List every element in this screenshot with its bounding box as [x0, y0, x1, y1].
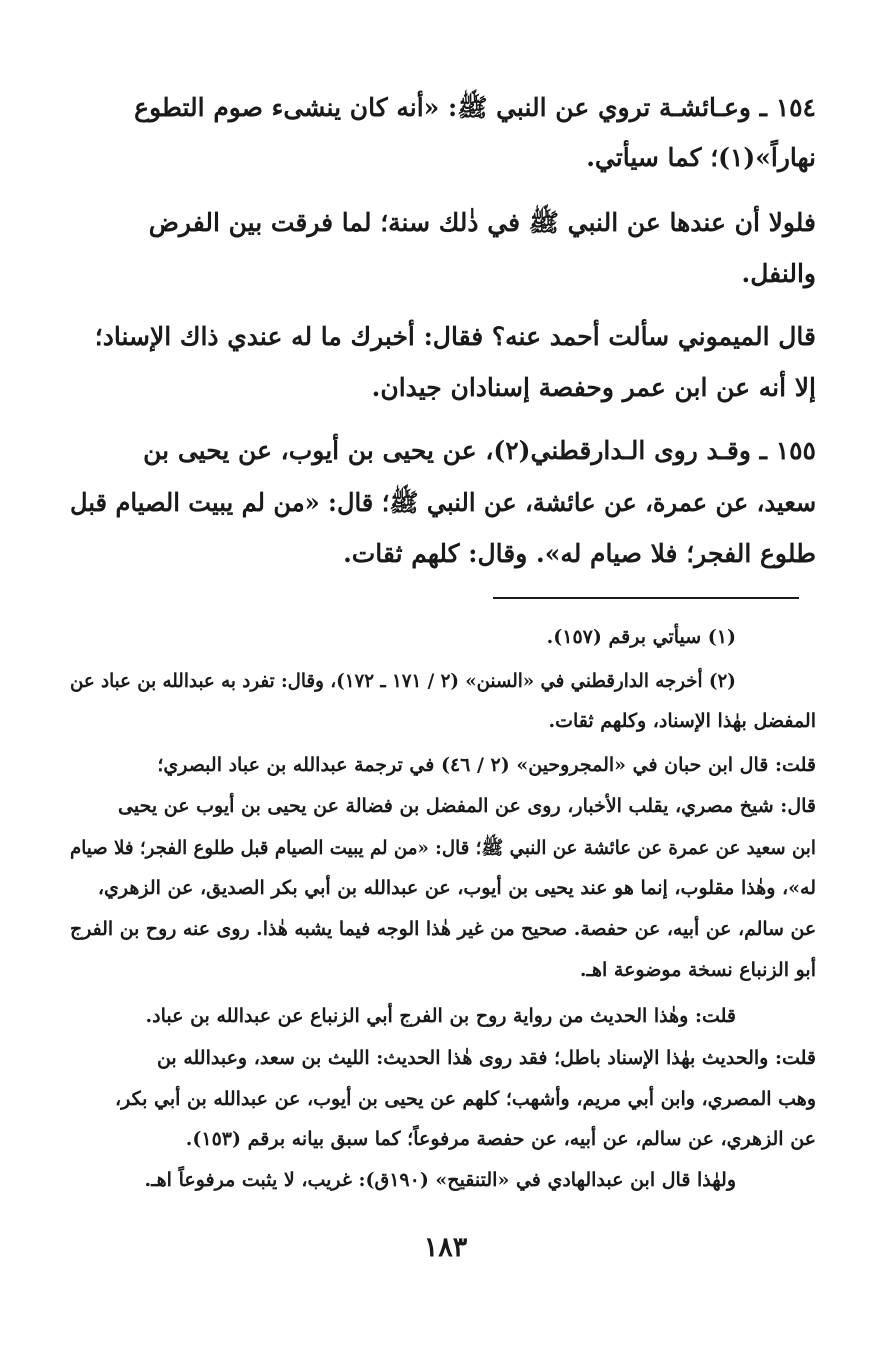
footnote-line-7: له»، وهٰذا مقلوب، إنما هو عند يحيى بن أيوب، عن عبدالله بن أبي بكر الصديق، عن الزهري،	[97, 877, 816, 899]
footnote-line-1: (١) سيأتي برقم (١٥٧).	[546, 626, 736, 648]
page-number: ١٨٣	[423, 1232, 468, 1263]
footnote-line-12: وهب المصري، وابن أبي مريم، وأشهب؛ كلهم عن يحيى بن أيوب، عن عبدالله بن أبي بكر،	[114, 1088, 816, 1110]
footnote-separator	[493, 597, 799, 599]
main-line-7: ١٥٥ ـ وقـد روى الـدارقطني(٢)، عن يحيى بن أيوب، عن يحيى بن	[143, 436, 816, 465]
main-line-6: إلا أنه عن ابن عمر وحفصة إسنادان جيدان.	[371, 373, 816, 402]
main-line-2: نهاراً»(١)؛ كما سيأتي.	[586, 143, 816, 172]
footnote-line-9: أبو الزنباع نسخة موضوعة اهـ.	[579, 959, 816, 981]
main-line-4: والنفل.	[741, 259, 816, 288]
footnote-line-10: قلت: وهٰذا الحديث من رواية روح بن الفرج أبي الزنباع عن عبدالله بن عباد.	[145, 1005, 736, 1027]
main-line-5: قال الميموني سألت أحمد عنه؟ فقال: أخبرك ما له عندي ذاك الإسناد؛	[94, 322, 816, 351]
main-line-8: سعيد، عن عمرة، عن عائشة، عن النبي ﷺ؛ قال: «من لم يبيت الصيام قبل	[69, 488, 816, 517]
footnote-line-4: قلت: قال ابن حبان في «المجروحين» (٢ / ٤٦) في ترجمة عبدالله بن عباد البصري؛	[157, 754, 816, 776]
footnote-line-2: (٢) أخرجه الدارقطني في «السنن» (٢ / ١٧١ ـ ١٧٢)، وقال: تفرد به عبدالله بن عباد عن	[70, 670, 736, 692]
footnote-line-14: ولهٰذا قال ابن عبدالهادي في «التنقيح» (١٩٠ق): غريب، لا يثبت مرفوعاً اهـ.	[144, 1169, 736, 1191]
main-line-3: فلولا أن عندها عن النبي ﷺ في ذٰلك سنة؛ لما فرقت بين الفرض	[148, 208, 816, 237]
footnote-line-5: قال: شيخ مصري، يقلب الأخبار، روى عن المفضل بن فضالة عن يحيى بن أيوب عن يحيى	[118, 795, 816, 817]
footnote-line-6: ابن سعيد عن عمرة عن عائشة عن النبي ﷺ؛ قال: «من لم يبيت الصيام قبل طلوع الفجر؛ فلا صيام	[70, 837, 816, 859]
footnote-line-3: المفضل بهٰذا الإسناد، وكلهم ثقات.	[548, 710, 816, 732]
footnote-line-13: عن الزهري، عن سالم، عن أبيه، عن حفصة مرفوعاً؛ كما سبق بيانه برقم (١٥٣).	[185, 1128, 816, 1150]
main-line-9: طلوع الفجر؛ فلا صيام له». وقال: كلهم ثقات.	[343, 539, 816, 568]
footnote-line-11: قلت: والحديث بهٰذا الإسناد باطل؛ فقد روى هٰذا الحديث: الليث بن سعد، وعبدالله بن	[156, 1047, 816, 1069]
main-line-1: ١٥٤ ـ وعـائشـة تروي عن النبي ﷺ: «أنه كان ينشىء صوم التطوع	[134, 93, 816, 122]
footnote-line-8: عن سالم، عن أبيه، عن حفصة. صحيح من غير هٰذا الوجه فيما يشبه هٰذا. روى عنه روح بن الفرج	[69, 918, 816, 940]
